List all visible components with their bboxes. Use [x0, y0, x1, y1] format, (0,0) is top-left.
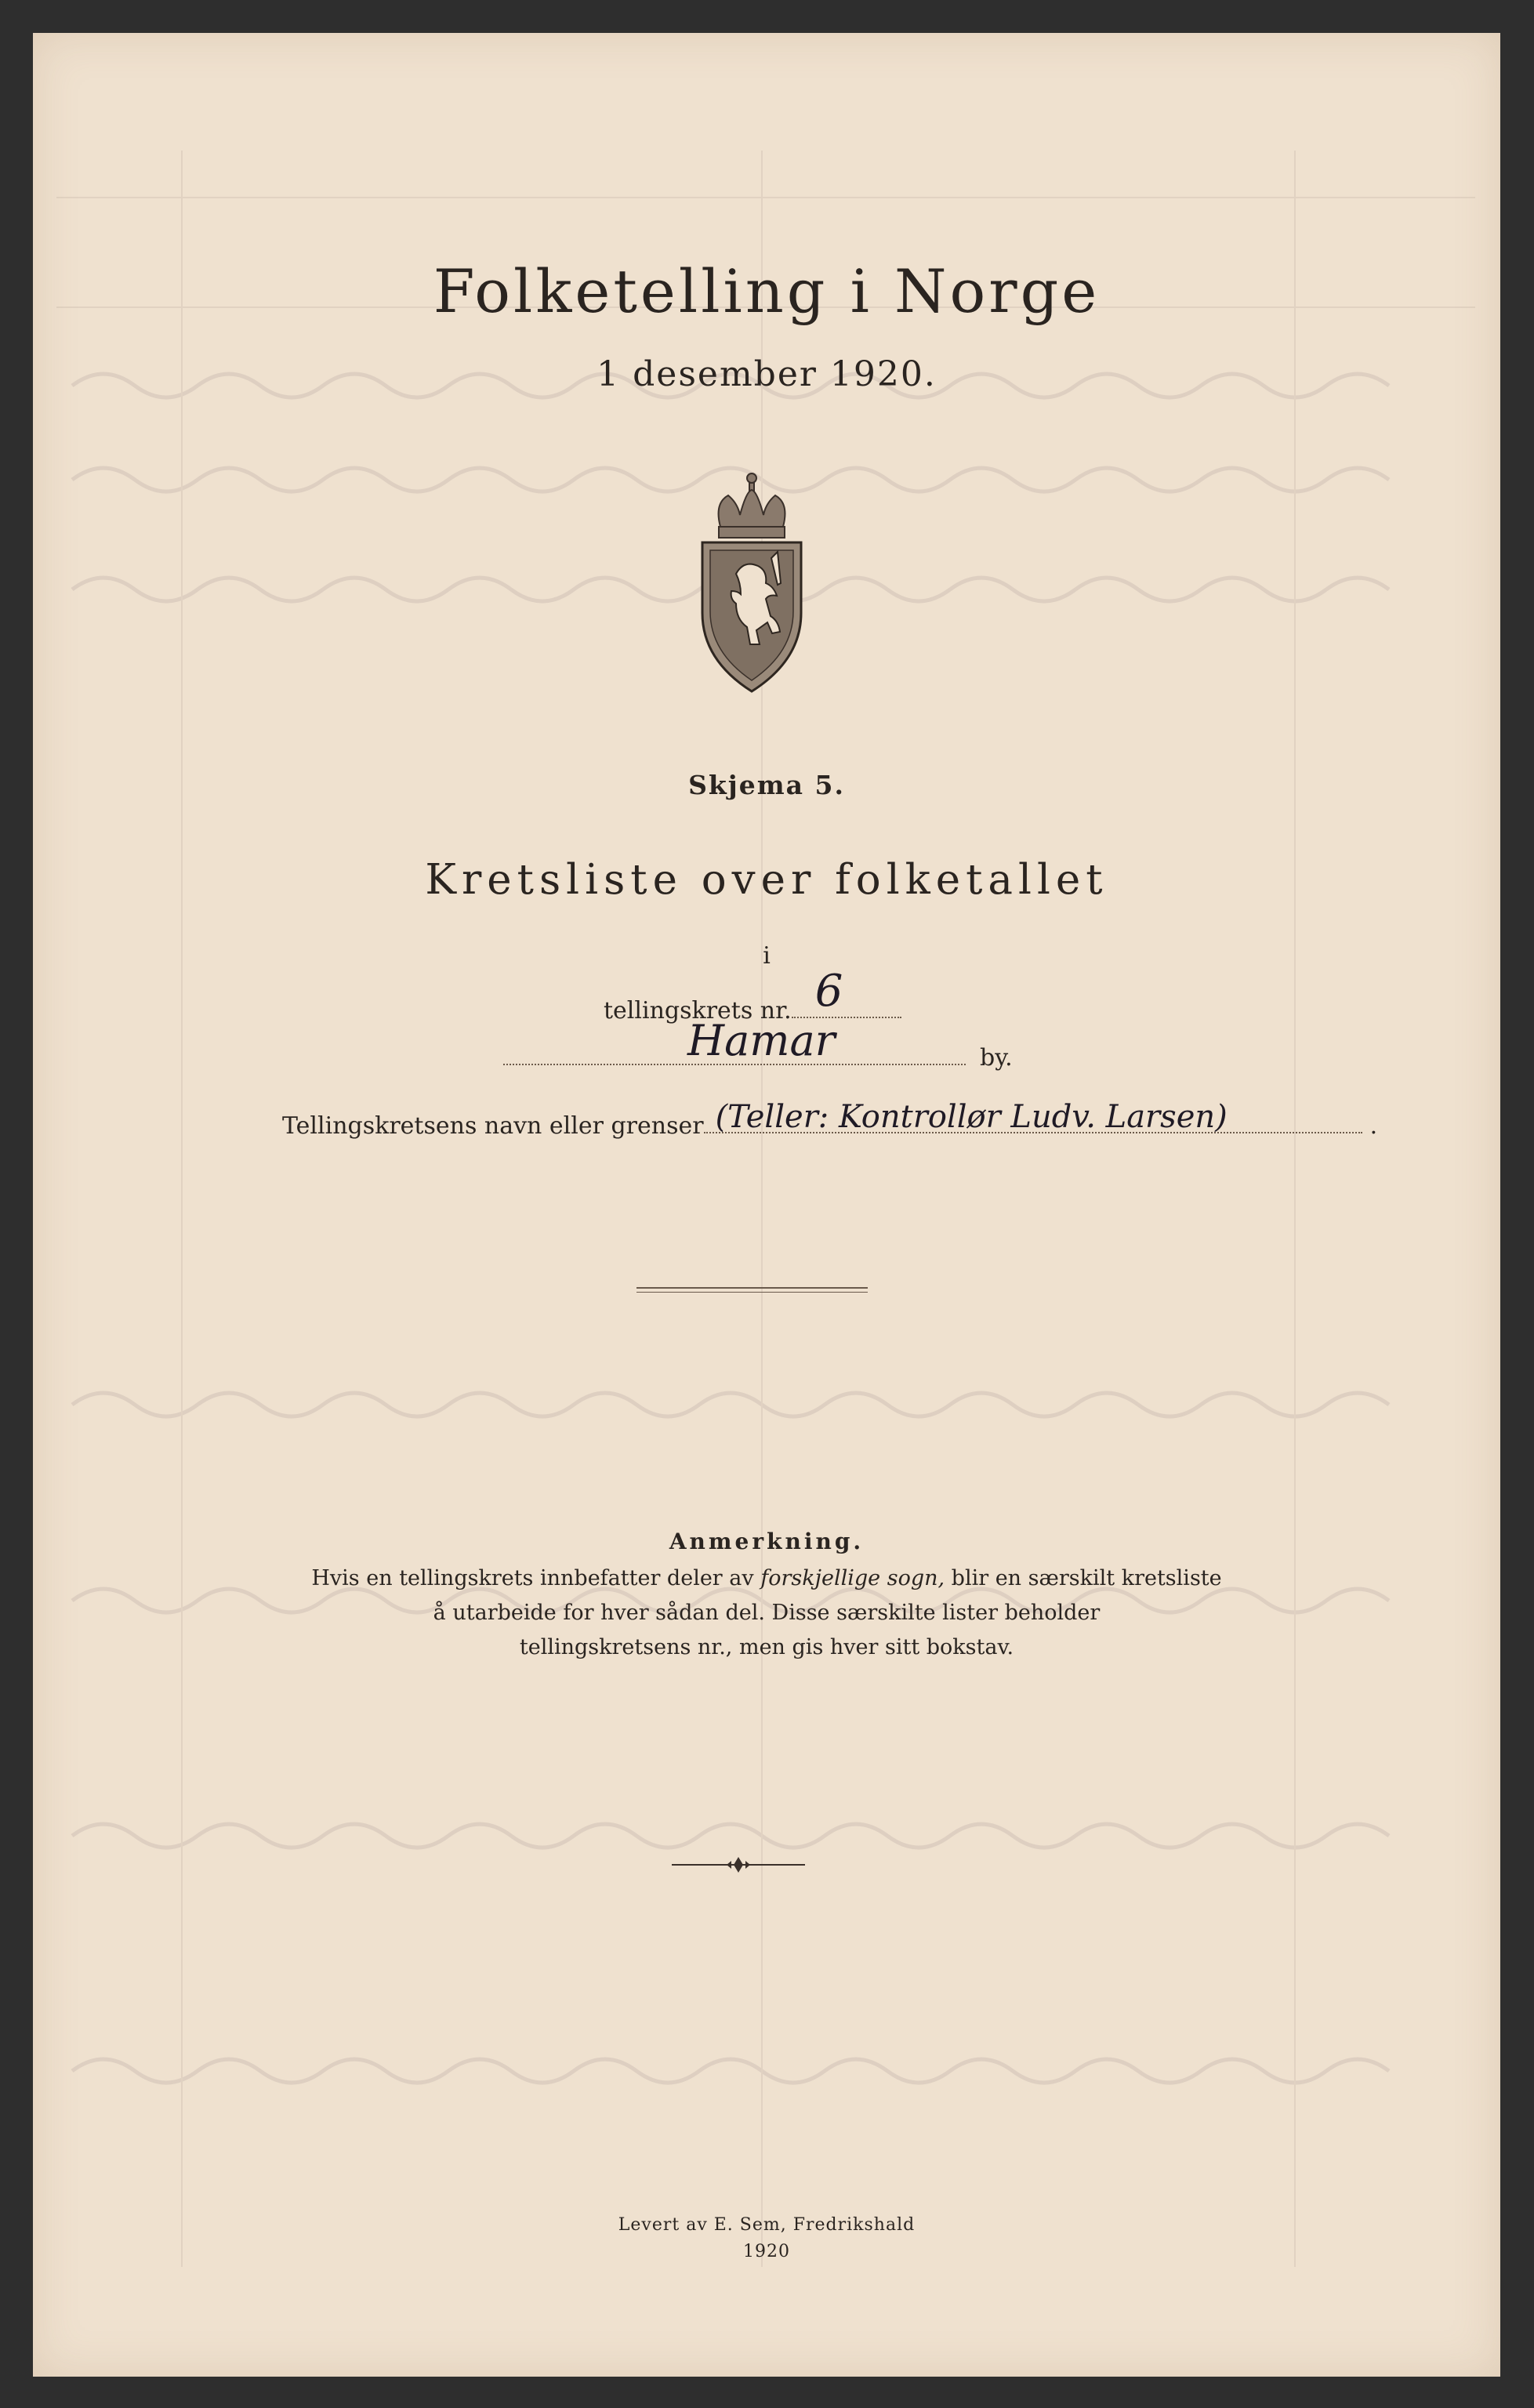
boundary-field	[704, 1099, 1362, 1135]
district-number-value: 6	[814, 966, 843, 1017]
preposition-label: i	[763, 942, 771, 970]
boundary-suffix: .	[1369, 1112, 1378, 1140]
town-field	[503, 1016, 966, 1065]
note-text	[33, 1561, 1500, 1665]
town-suffix: by.	[980, 1044, 1013, 1072]
district-number-label: tellingskrets nr.	[604, 997, 792, 1024]
boundary-label: Tellingskretsens navn eller grenser	[282, 1112, 704, 1140]
boundary-value: (Teller: Kontrollør Ludv. Larsen)	[715, 1099, 1228, 1135]
note-line-3: tellingskretsens nr., men gis hver sitt bokstav.	[519, 1635, 1014, 1659]
ornament-divider-icon	[672, 1853, 805, 1877]
norwegian-coat-of-arms-icon	[693, 464, 811, 699]
schema-number: Skjema 5.	[688, 770, 845, 800]
divider-rule-thin	[636, 1292, 868, 1293]
town-value: Hamar	[687, 1016, 836, 1065]
census-date: 1 desember 1920.	[597, 354, 937, 394]
town-row	[503, 1016, 1013, 1072]
document-title: Folketelling i Norge	[433, 256, 1101, 326]
note-line-1: Hvis en tellingskrets innbefatter deler av forskjellige sogn, blir en særskilt kretsliste	[311, 1566, 1222, 1590]
census-form-page	[33, 33, 1500, 2377]
note-line-2: å utarbeide for hver sådan del. Disse særskilte lister beholder	[433, 1601, 1101, 1625]
district-number-field	[792, 966, 901, 1018]
printer-year: 1920	[743, 2242, 790, 2261]
divider-rule	[636, 1287, 868, 1289]
printer-name: Levert av E. Sem, Fredrikshald	[618, 2215, 916, 2235]
printer-imprint	[33, 2212, 1500, 2265]
note-title: Anmerkning.	[669, 1529, 865, 1554]
form-heading: Kretsliste over folketallet	[425, 856, 1108, 904]
boundary-row	[282, 1099, 1378, 1140]
